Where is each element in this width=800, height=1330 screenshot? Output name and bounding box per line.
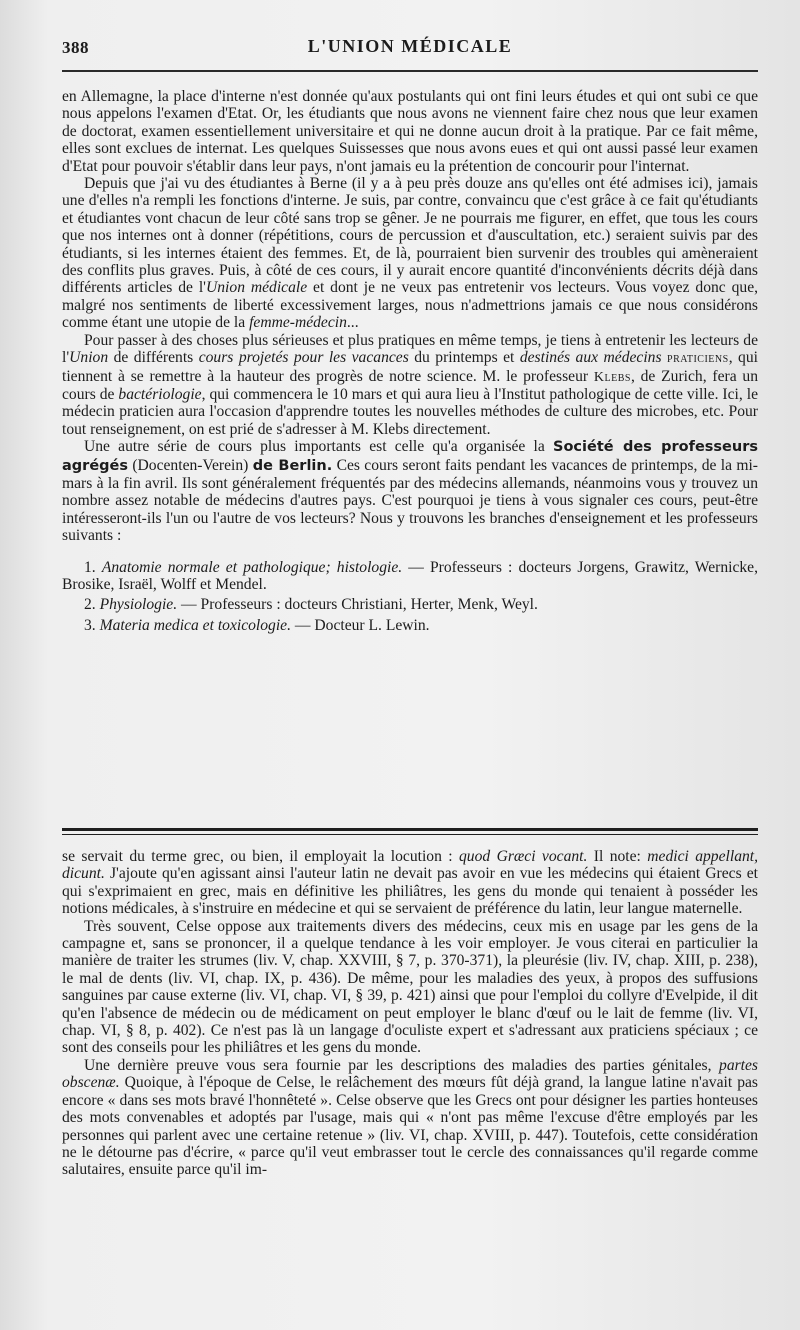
- header-rule: [62, 70, 758, 72]
- list-item: 2. Physiologie. — Professeurs : docteurs Christiani, Herter, Menk, Weyl.: [84, 596, 538, 614]
- italic-text: Union médicale: [206, 279, 308, 297]
- paragraph: Très souvent, Celse oppose aux traitements divers des médecins, ceux mis en usage par les gens de la campagne et, sans se prononcer, il a quelque tendance à les voir employer. Je vous citerai en particulier la manière de traiter les strumes (liv. V, chap. XXVIII, § 7, p. 370-371), la pleurésie (liv. IV, chap. XIII, p. 238), le mal de dents (liv. VI, chap. IX, p. 436). De même, pour les maladies des yeux, à propos des suffusions sanguines par cause externe (liv. VI, chap. VI, § 39, p. 421) ainsi que pour l'emploi du collyre d'Evelpide, il dit qu'en l'absence de médecin ou de médicament on peut employer le blanc d'œuf ou le lait de femme (liv. VI, chap. VI, § 8, p. 402). Ce n'est pas là un langage d'oculiste expert et s'adressant aux praticiens spéciaux ; ce sont des conseils pour les philiâtres et les gens du monde.: [62, 917, 758, 1057]
- small-caps-text: Klebs: [593, 369, 631, 385]
- paragraph: Pour passer à des choses plus sérieuses et plus pratiques en même temps, je tiens à entretenir les lecteurs de l'Union de différents cours projetés pour les vacances du printemps et destinés aux médecins praticiens, qui tiennent à se remettre à la hauteur des progrès de notre science. M. le professeur Klebs, de Zurich, fera un cours de bactériologie, qui commencera le 10 mars et qui aura lieu à l'Institut pathologique de cette ville. Ici, le médecin praticien aura l'occasion d'apprendre toutes les nouvelles méthodes de culture des microbes, etc. Pour tout renseignement, on est prié de s'adresser à M. Klebs directement.: [62, 331, 759, 438]
- bottom-text-block: [62, 848, 758, 1179]
- top-text-block: [62, 88, 758, 637]
- paragraph: en Allemagne, la place d'interne n'est donnée qu'aux postulants qui ont fini leurs études et qui ont subi ce que nous appelons l'examen d'Etat. Or, les étudiants que nous avons ne viennent faire chez nous que leur examen de doctorat, examen essentiellement universitaire et qui ne donne aucun droit à la pratique. Par ce fait même, elles sont exclues de internat. Les quelques Suissesses que nous avons eues et qui ont aussi passé leur examen d'Etat pour pouvoir s'établir dans leur pays, n'ont jamais eu la prétention de concourir pour l'internat.: [62, 88, 758, 175]
- italic-text: cours projetés pour les vacances: [198, 349, 409, 367]
- running-title: L'UNION MÉDICALE: [307, 36, 513, 56]
- list-item: 3. Materia medica et toxicologie. — Docteur L. Lewin.: [84, 616, 430, 634]
- paragraph: Une dernière preuve vous sera fournie par les descriptions des maladies des parties génitales, partes obscenæ. Quoique, à l'époque de Celse, le relâchement des mœurs fût déjà grand, la langue latine n'avait pas encore « dans ses mots bravé l'honnêteté ». Celse observe que les Grecs ont pour désigner les parties honteuses des mots convenables et adoptés par l'usage, mais qui « n'ont pas même l'excuse d'être employés par les personnes qui parlent avec une certaine retenue » (liv. VI, chap. XVIII, p. 447). Toutefois, cette considération ne le détourne pas d'écrire, « parce qu'il veut embrasser tout le cercle des connaissances qu'il regarde comme salutaires, ensuite parce qu'il im-: [62, 1056, 758, 1179]
- paragraph: se servait du terme grec, ou bien, il employait la locution : quod Græci vocant. Il note: medici appellant, dicunt. J'ajoute qu'en agissant ainsi l'auteur latin ne devait pas avoir en vue les médecins qui étaient Grecs et qui s'exprimaient en grec, mais en définitive les philiâtres, les gens du monde qui tenaient à posséder les notions médicales, à s'instruire en médecine et qui se servaient de préférence du latin, leur langue maternelle.: [62, 848, 759, 918]
- bold-text: de Berlin.: [252, 457, 333, 474]
- italic-text: destinés aux médecins: [519, 349, 662, 367]
- italic-text: femme-médecin: [249, 314, 347, 332]
- italic-text: partes obscenæ.: [62, 1056, 758, 1092]
- small-caps-text: praticiens: [667, 351, 729, 367]
- italic-text: Union: [69, 349, 109, 367]
- italic-text: medici appellant, dicunt.: [62, 848, 759, 883]
- page-number: 388: [62, 38, 89, 57]
- paragraph: Depuis que j'ai vu des étudiantes à Berne (il y a à peu près douze ans qu'elles ont été admises ici), jamais une d'elles n'a rempli les fonctions d'interne. Je suis, par contre, convaincu que c'est grâce à ce fait qu'étudiants et étudiantes vont chacun de leur côté sans trop se gêner. Je ne pourrais me figurer, en effet, que tous les cours que nos internes ont à donner (répétitions, cours de percussion et d'auscultation, etc.) seraient suivis par des étudiants, si les internes étaient des femmes. Et, de là, pourraient bien survenir des troubles qui amèneraient des conflits plus graves. Puis, à côté de ces cours, il y aurait encore quantité d'inconvénients décrits déjà dans différents articles de l'Union médicale et dont je ne veux pas entretenir vos lecteurs. Vous voyez donc que, malgré nos sentiments de liberté excessivement larges, nous n'admettrions jamais ce que nous considérons comme étant une utopie de la femme-médecin...: [62, 175, 759, 332]
- italic-text: quod Græci vocant.: [459, 848, 588, 865]
- paragraph: Une autre série de cours plus importants est celle qu'a organisée la Société des professeurs agrégés (Docenten-Verein) de Berlin. Ces cours seront faits pendant les vacances de printemps, de la mi-mars à la fin avril. Ils sont généralement fréquentés par des médecins allemands, néanmoins vous y trouvez un nombre assez notable de médecins d'autres pays. C'est pourquoi je tiens à vous signaler ces cours, peut-être intéresseront-ils l'un ou l'autre de vos lecteurs? Nous y trouvons les branches d'enseignement et les professeurs suivants :: [62, 438, 759, 545]
- list-item: 1. Anatomie normale et pathologique; histologie. — Professeurs : docteurs Jorgens, Grawitz, Wernicke, Brosike, Israël, Wolff et Mendel.: [62, 558, 758, 593]
- page-header: [62, 34, 758, 62]
- course-list: [62, 559, 758, 635]
- italic-text: bactériologie: [118, 385, 202, 403]
- bold-text: Société des professeurs agrégés: [62, 439, 758, 474]
- section-divider: [62, 828, 758, 835]
